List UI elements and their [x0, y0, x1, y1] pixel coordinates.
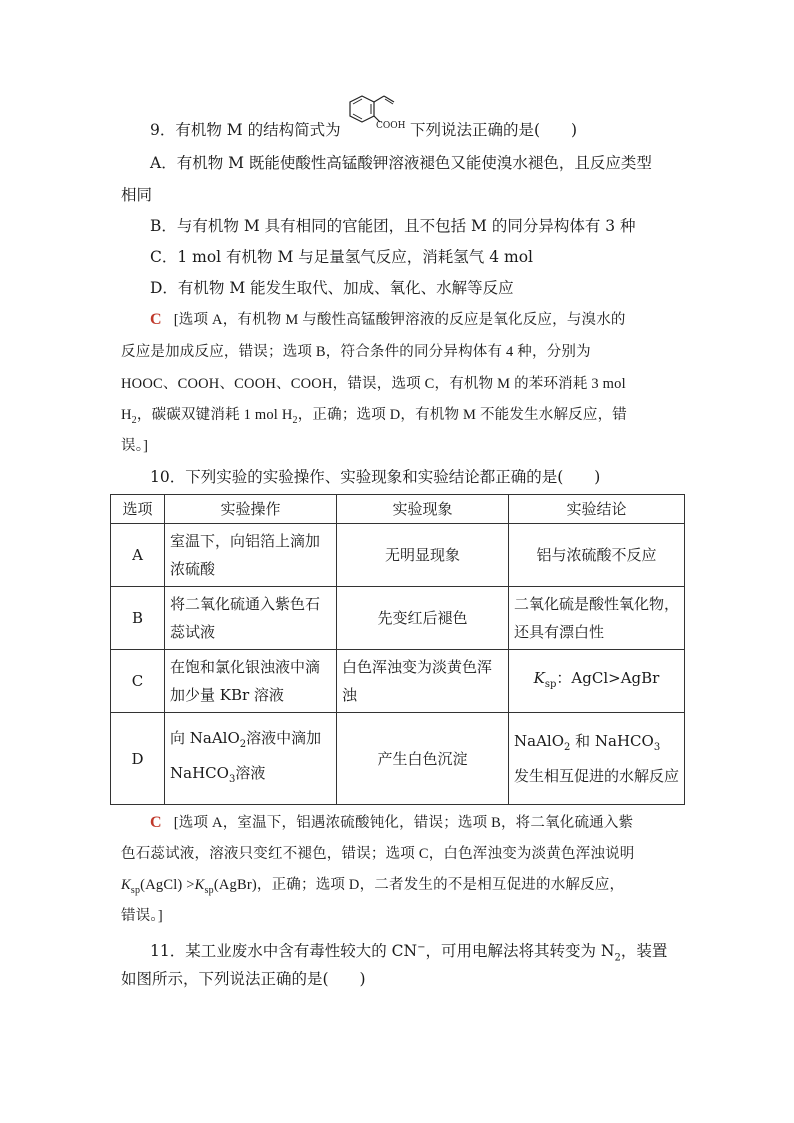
q10-answer-text3b: (AgBr)，正确；选项 D，二者发生的不是相互促进的水解反应，: [213, 877, 625, 893]
row-d-op-sub: 2: [239, 738, 247, 750]
cooh-label: COOH: [376, 121, 406, 131]
table-row: [111, 524, 685, 587]
row-b-option: B: [111, 587, 165, 650]
h-subscript: 2: [131, 414, 137, 426]
q10-answer-line1: [150, 813, 633, 833]
row-d-op-text-a: 向 NaAlO: [170, 728, 240, 747]
row-d-con-text-a: NaAlO: [514, 732, 564, 750]
k-symbol-2: K: [194, 877, 205, 893]
n2-subscript: 2: [614, 952, 621, 964]
row-c-phenomenon: 白色浑浊变为淡黄色浑浊: [337, 650, 509, 713]
k-symbol: K: [121, 877, 131, 893]
q11-stem-line1: [150, 938, 667, 968]
row-d-option: D: [111, 713, 165, 805]
header-option: 选项: [111, 495, 165, 524]
q9-answer-text1: [选项 A，有机物 M 与酸性高锰酸钾溶液的反应是氧化反应，与溴水的: [173, 312, 626, 328]
ksp-subscript: sp: [544, 678, 557, 690]
header-operation: 实验操作: [165, 495, 337, 524]
row-a-option: A: [111, 524, 165, 587]
row-a-phenomenon: 无明显现象: [337, 524, 509, 587]
row-a-conclusion: 铝与浓硫酸不反应: [509, 524, 685, 587]
row-b-phenomenon: 先变红后褪色: [337, 587, 509, 650]
q11-text-c: ，装置: [620, 942, 668, 961]
q11-stem-line2: 如图所示，下列说法正确的是( ): [121, 970, 366, 988]
h-symbol: H: [121, 407, 132, 423]
row-d-op-text-b: 溶液中滴加: [246, 728, 322, 747]
table-header-row: [111, 495, 685, 524]
table-row: [111, 587, 685, 650]
q9-answer-line3: HOOC、COOH、COOH、COOH，错误，选项 C，有机物 M 的苯环消耗 3 mol: [121, 376, 626, 392]
q10-answer-line2: 色石蕊试液，溶液只变红不褪色，错误；选项 C，白色浑浊变为淡黄色浑浊说明: [121, 846, 635, 862]
h2-subscript: 2: [292, 414, 298, 426]
q9-answer-line1: [150, 310, 626, 330]
experiment-table: [110, 494, 685, 805]
q9-answer-line2: 反应是加成反应，错误；选项 B，符合条件的同分异构体有 4 种，分别为: [121, 344, 591, 360]
ksp-subscript: sp: [130, 884, 141, 896]
q10-answer-line3: [121, 875, 624, 901]
q10-answer-text3a: (AgCl) >: [140, 877, 195, 893]
q10-stem: 10．下列实验的实验操作、实验现象和实验结论都正确的是( ): [150, 468, 601, 486]
q9-answer-text4-tail: ，正确；选项 D，有机物 M 不能发生水解反应，错: [297, 407, 627, 423]
row-d-op-text-d: 溶液: [235, 763, 266, 782]
table-row: [111, 650, 685, 713]
q10-answer-text1: [选项 A，室温下，铝遇浓硫酸钝化，错误；选项 B，将二氧化硫通入紫: [173, 815, 634, 831]
q9-option-b: B．与有机物 M 具有相同的官能团，且不包括 M 的同分异构体有 3 种: [150, 217, 636, 235]
q9-option-a-line2: 相同: [121, 186, 153, 204]
q9-stem-end: 下列说法正确的是( ): [410, 121, 578, 139]
row-c-operation: 在饱和氯化银浊液中滴加少量 KBr 溶液: [165, 650, 337, 713]
row-d-op-text-c: NaHCO: [170, 763, 229, 782]
q10-answer-line4: 错误。]: [121, 908, 163, 924]
q10-answer-letter: C: [150, 814, 162, 831]
cn-charge: −: [417, 942, 426, 953]
row-d-phenomenon: 产生白色沉淀: [337, 713, 509, 805]
header-conclusion: 实验结论: [509, 495, 685, 524]
q9-option-c: C．1 mol 有机物 M 与足量氢气反应，消耗氢气 4 mol: [150, 248, 533, 266]
row-d-op-sub2: 3: [228, 773, 236, 785]
row-b-operation: 将二氧化硫通入紫色石蕊试液: [165, 587, 337, 650]
row-c-conclusion: [509, 650, 685, 713]
row-c-option: C: [111, 650, 165, 713]
q9-answer-line4: [121, 405, 627, 431]
q9-answer-text4: ，碳碳双键消耗 1 mol H: [136, 407, 293, 423]
ksp-subscript-2: sp: [204, 884, 214, 896]
row-a-operation: 室温下，向铝箔上滴加浓硫酸: [165, 524, 337, 587]
k-symbol: K: [533, 668, 545, 687]
q9-stem-text: 9．有机物 M 的结构简式为: [150, 121, 341, 139]
row-d-con-sub2: 3: [653, 742, 661, 753]
q11-text-b: ，可用电解法将其转变为 N: [425, 942, 615, 961]
q9-stem: [150, 120, 341, 140]
q9-option-a-line1: A．有机物 M 既能使酸性高锰酸钾溶液褪色又能使溴水褪色，且反应类型: [150, 154, 652, 172]
q11-text-a: 11．某工业废水中含有毒性较大的 CN: [150, 942, 418, 961]
table-row: [111, 713, 685, 805]
row-d-operation: [165, 713, 337, 805]
row-d-con-sub: 2: [564, 742, 571, 753]
row-d-conclusion: [509, 713, 685, 805]
q9-answer-letter: C: [150, 311, 162, 328]
row-d-con-text-c: 发生相互促进的水解反应: [514, 767, 680, 785]
row-b-conclusion: 二氧化硫是酸性氧化物，还具有漂白性: [509, 587, 685, 650]
row-d-con-text-b: 和 NaHCO: [570, 732, 654, 750]
row-c-conclusion-text: ：AgCl>AgBr: [556, 668, 660, 687]
header-phenomenon: 实验现象: [337, 495, 509, 524]
q9-option-d: D．有机物 M 能发生取代、加成、氧化、水解等反应: [150, 279, 514, 297]
q9-answer-line5: 误。]: [121, 438, 149, 454]
